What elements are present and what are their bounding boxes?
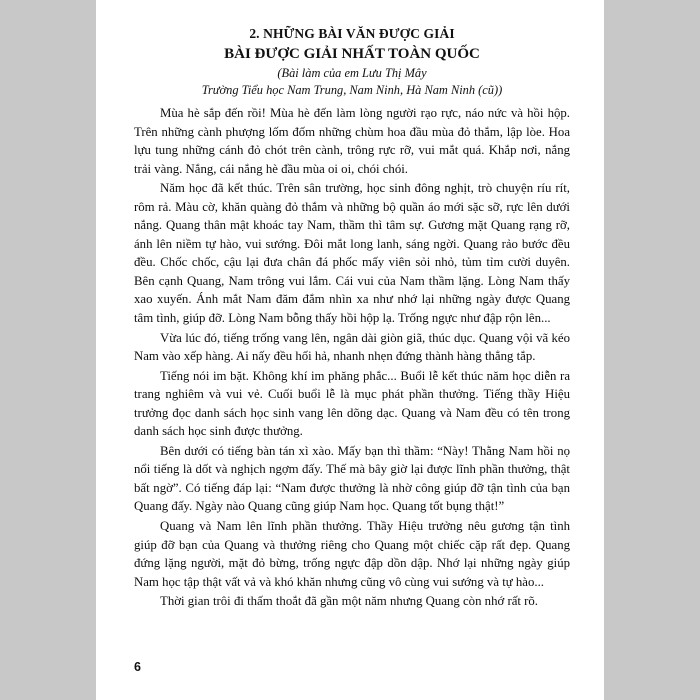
paragraph: Năm học đã kết thúc. Trên sân trường, học sinh đông nghịt, trò chuyện ríu rít, rôm rả. Màu cờ, khăn quàng đỏ thắm và những bộ quần áo mới sặc sỡ, rực lên dưới nắng. Quang thân mật khoác tay Nam, thầm thì tâm sự. Gương mặt Quang rạng rỡ, ánh lên niềm tự hào, vui sướng. Đôi mắt long lanh, sáng ngời. Quang rảo bước đều đều. Chốc chốc, cậu lại đưa chân đá phốc mấy viên sỏi nhỏ, tủm tỉm cười duyên. Bên cạnh Quang, Nam trông vui lắm. Cái vui của Nam thầm lặng. Lòng Nam thấy xao xuyến. Ánh mắt Nam đăm đắm nhìn xa như nhớ lại những ngày được Quang tâm tình, giúp đỡ. Lòng Nam bỗng thấy hồi hộp lạ. Trống ngực như đập rộn lên... [134,181,570,326]
page-number: 6 [134,660,141,674]
section-heading: 2. NHỮNG BÀI VĂN ĐƯỢC GIẢI [249,26,455,41]
paragraph: Vừa lúc đó, tiếng trống vang lên, ngân dài giòn giã, thúc dục. Quang vội vã kéo Nam vào xếp hàng. Ai nấy đều hối hả, nhanh nhẹn đứng thành hàng thẳng tắp. [134,330,570,364]
paragraph: Tiếng nói im bặt. Không khí im phăng phắc... Buổi lễ kết thúc năm học diễn ra trang nghiêm và vui vẻ. Cuối buổi lễ là mục phát phần thưởng. Tiếng thầy Hiệu trưởng đọc danh sách học sinh vang lên dõng dạc. Quang và Nam đều có tên trong danh sách học sinh được thưởng. [134,368,570,439]
document-page [96,0,604,700]
paragraph: Quang và Nam lên lĩnh phần thưởng. Thầy Hiệu trưởng nêu gương tận tình giúp đỡ bạn của Quang và thưởng riêng cho Quang một chiếc cặp rất đẹp. Quang đứng lặng người, mặt đỏ bừng, trống ngực đập dồn dập. Nhớ lại những ngày giúp Nam học tập thật vất vả và khó khăn nhưng cũng vô cùng vui sướng và tự hào... [134,519,570,589]
paragraph: Bên dưới có tiếng bàn tán xì xào. Mấy bạn thì thầm: “Này! Thằng Nam hồi nọ nổi tiếng là dốt và nghịch ngợm đấy. Thế mà bây giờ lại được lĩnh phần thưởng, thật bất ngờ”. Có tiếng đáp lại: “Nam được thưởng là nhờ công giúp đỡ tận tình của bạn Quang đấy. Ngày nào Quang cũng giúp Nam học. Quang tốt bụng thật!” [134,443,570,514]
page-title: BÀI ĐƯỢC GIẢI NHẤT TOÀN QUỐC [224,46,480,62]
school-line: Trường Tiểu học Nam Trung, Nam Ninh, Hà Nam Ninh (cũ)) [201,83,503,97]
page-content [134,26,570,611]
author-byline: (Bài làm của em Lưu Thị Mây [277,66,427,80]
paragraph: Thời gian trôi đi thấm thoắt đã gần một năm nhưng Quang còn nhớ rất rõ. [160,594,538,609]
paragraph: Mùa hè sắp đến rồi! Mùa hè đến làm lòng người rạo rực, náo nức và hồi hộp. Trên những cành phượng lốm đốm những chùm hoa đầu mùa đỏ thắm, lập lòe. Hoa lựu tung những cánh đỏ chót trên cành, trông rực rỡ, vui mắt quá. Khắp nơi, nắng trải vàng. Nắng, cái nắng hè đầu mùa oi oi, chói chói. [134,106,570,176]
